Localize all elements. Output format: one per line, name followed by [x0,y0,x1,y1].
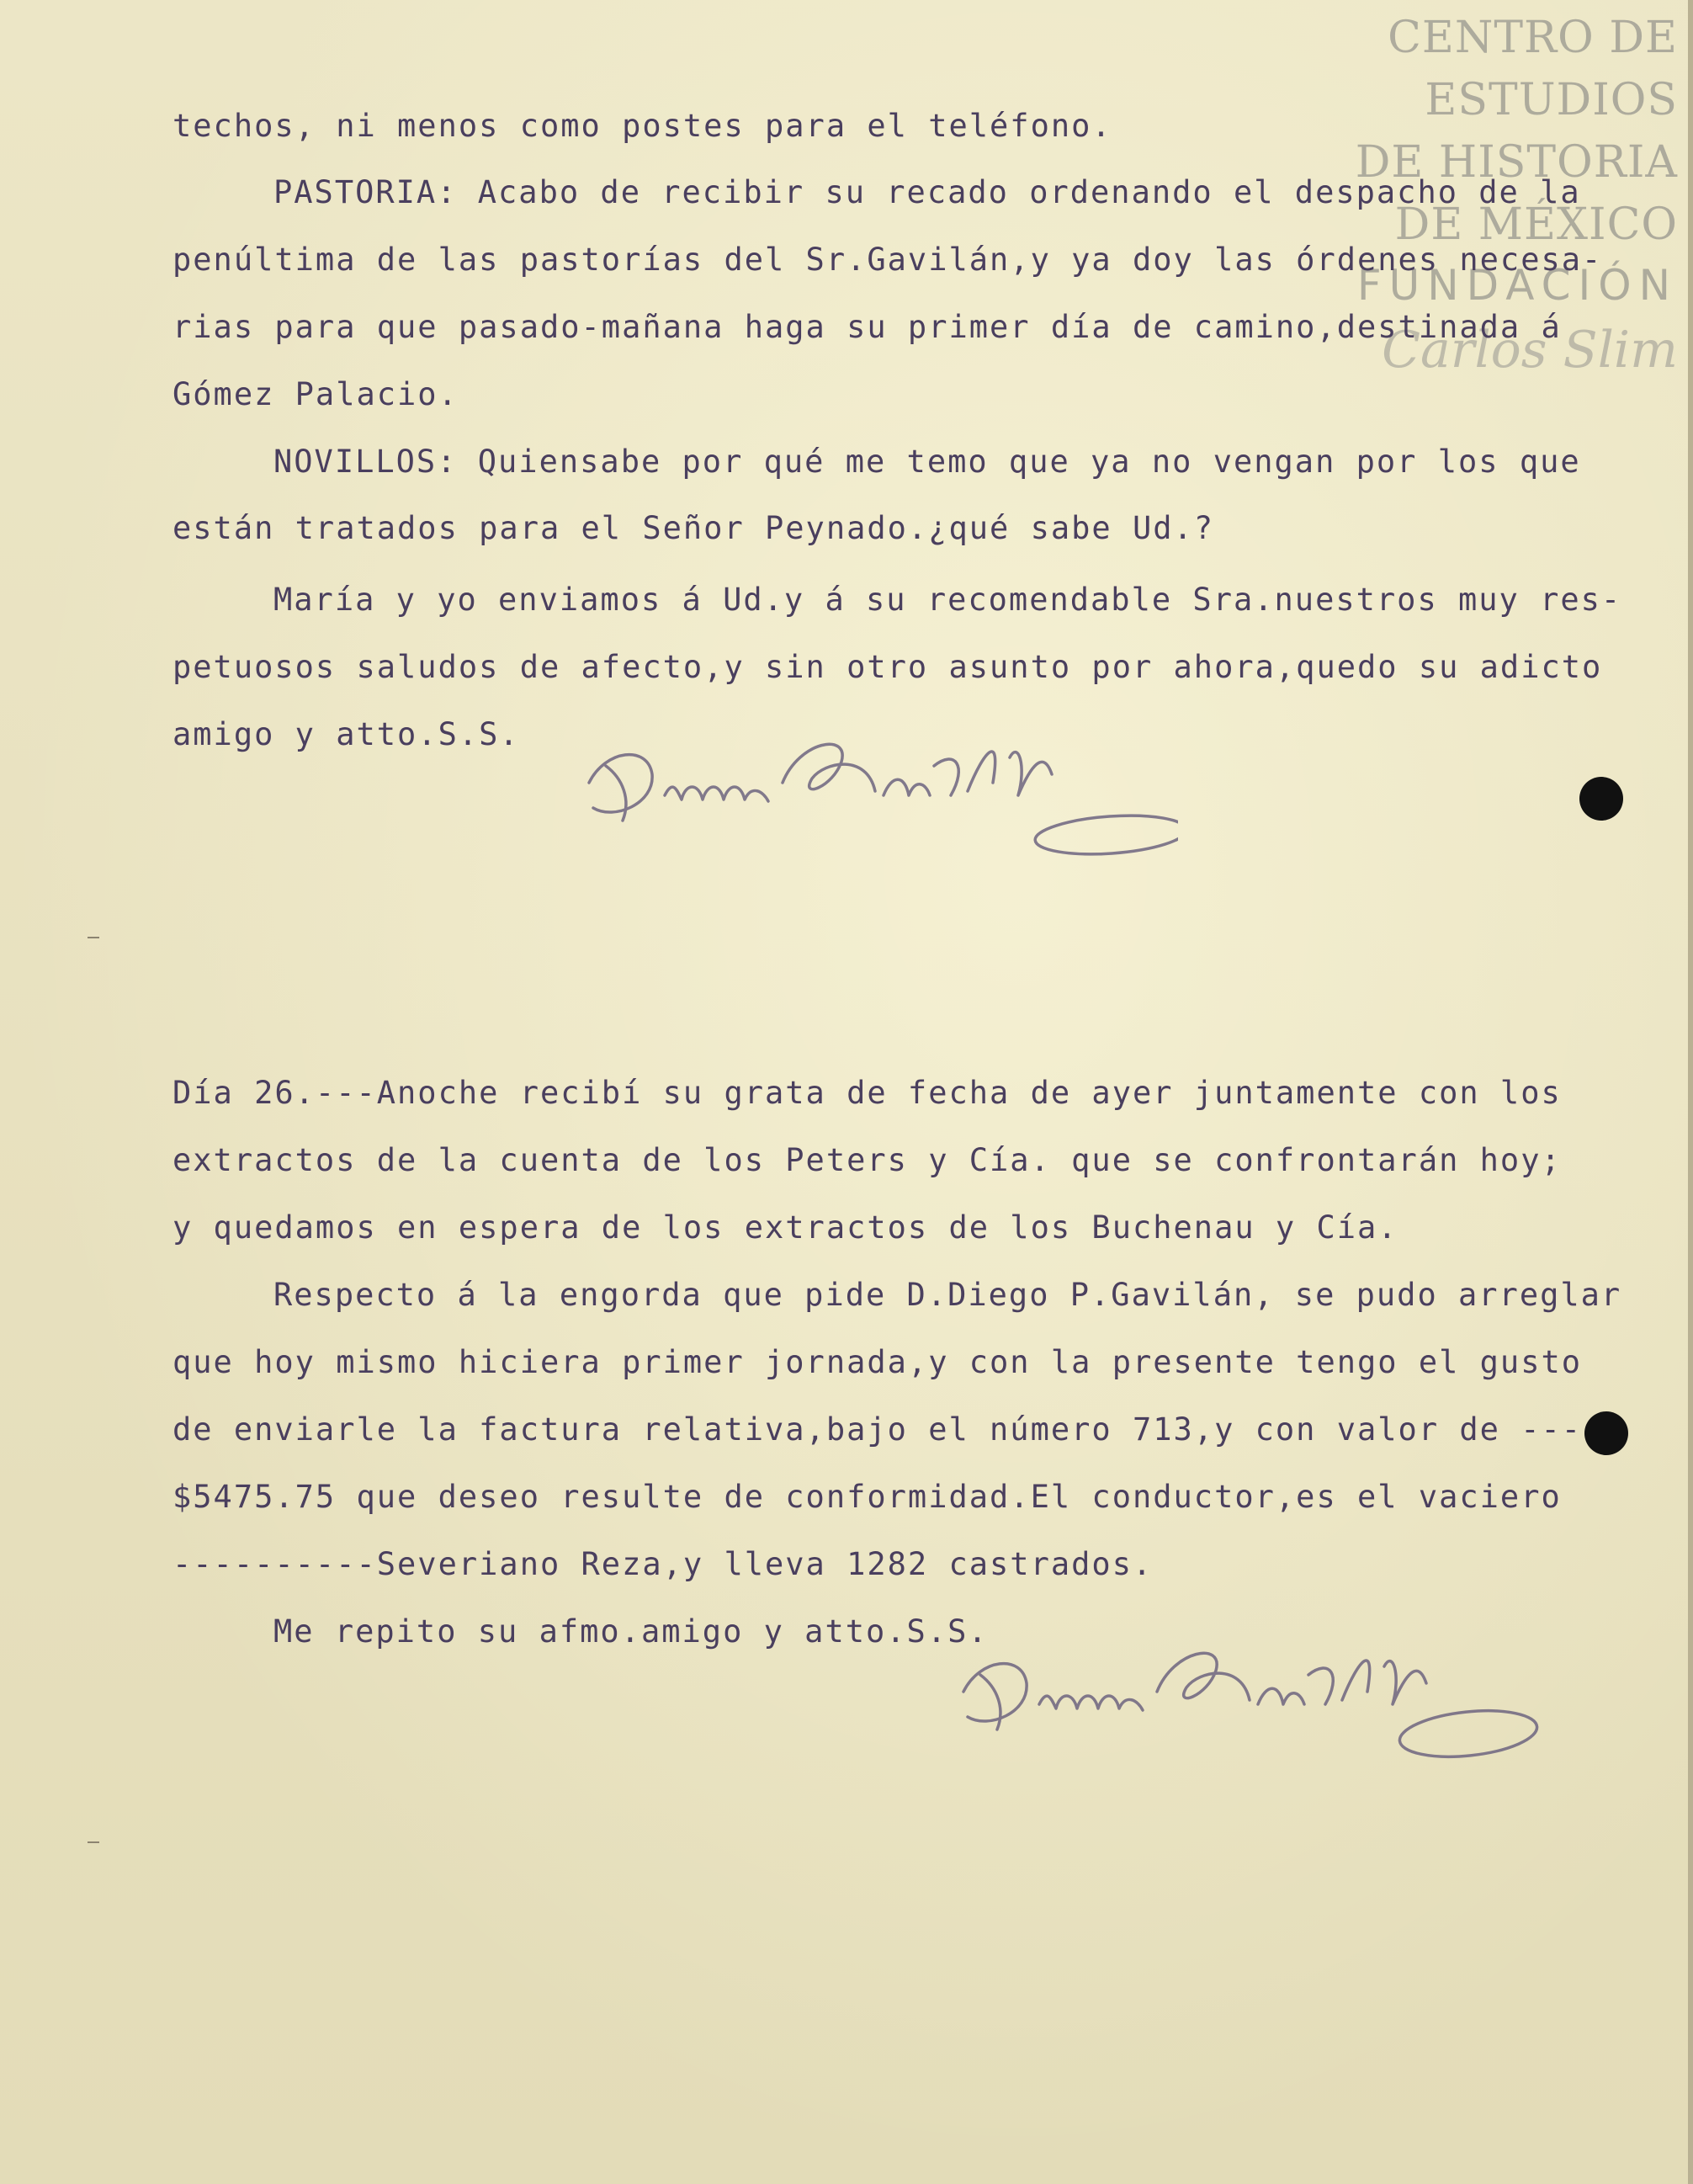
letter-line: Gómez Palacio. [172,376,459,412]
letter-line: que hoy mismo hiciera primer jornada,y con la presente tengo el gusto [172,1344,1583,1380]
letter-line: María y yo enviamos á Ud.y á su recomendable Sra.nuestros muy res- [273,582,1622,618]
letter-line: y quedamos en espera de los extractos de los Buchenau y Cía. [172,1209,1398,1246]
watermark-line-1: CENTRO DE [1388,13,1678,63]
letter-line: petuosos saludos de afecto,y sin otro asunto por ahora,quedo su adicto [172,649,1603,685]
page-edge [1688,0,1693,2184]
letter-line: Día 26.---Anoche recibí su grata de fecha de ayer juntamente con los [172,1075,1562,1111]
letter-line: PASTORIA: Acabo de recibir su recado ordenando el despacho de la [273,174,1581,210]
signature-2 [947,1624,1552,1776]
watermark-signature: Carlos Slim [1382,321,1678,380]
watermark-line-4: DE MÉXICO [1394,199,1678,250]
letter-line: $5475.75 que deseo resulte de conformidad.El conductor,es el vaciero [172,1479,1562,1515]
letter-line: techos, ni menos como postes para el teléfono. [172,108,1112,144]
margin-mark [88,937,99,938]
punch-hole [1584,1411,1628,1455]
signature-1 [572,715,1178,867]
letter-line: NOVILLOS: Quiensabe por qué me temo que ya no vengan por los que [273,444,1581,480]
watermark-foundation: FUNDACIÓN [1356,261,1678,310]
watermark-line-3: DE HISTORIA [1355,137,1678,188]
letter-line: están tratados para el Señor Peynado.¿qué sabe Ud.? [172,510,1215,546]
watermark-line-2: ESTUDIOS [1425,75,1678,125]
letter-line: ----------Severiano Reza,y lleva 1282 castrados. [172,1546,1154,1582]
letter-line: de enviarle la factura relativa,bajo el número 713,y con valor de --- [172,1411,1583,1448]
letter-line: extractos de la cuenta de los Peters y Cía. que se confrontarán hoy; [172,1142,1562,1178]
letter-line: Me repito su afmo.amigo y atto.S.S. [273,1613,989,1650]
punch-hole [1579,777,1623,821]
letter-line: rias para que pasado-mañana haga su primer día de camino,destinada á [172,309,1562,345]
letter-line: amigo y atto.S.S. [172,716,520,752]
letter-line: Respecto á la engorda que pide D.Diego P.Gavilán, se pudo arreglar [273,1277,1622,1313]
letter-line: penúltima de las pastorías del Sr.Gavilán,y ya doy las órdenes necesa- [172,242,1603,278]
margin-mark [88,1841,99,1843]
